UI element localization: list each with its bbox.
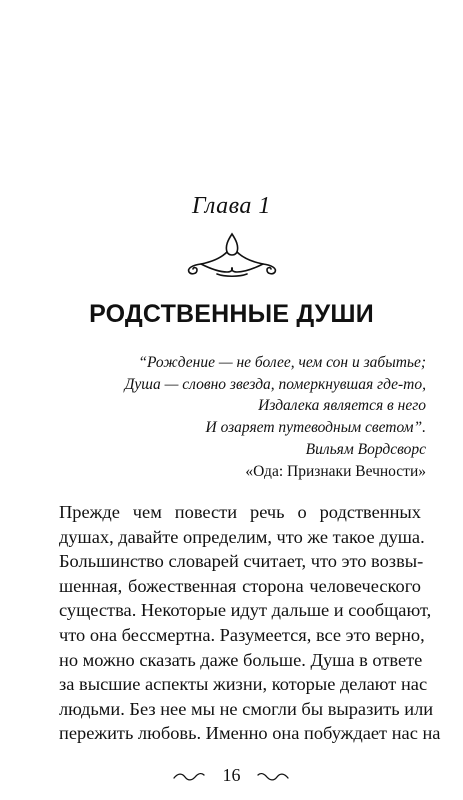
body-line: что она бессмертна. Разумеется, все это верно, xyxy=(59,624,425,645)
swash-right-icon xyxy=(256,769,290,783)
epigraph-line: И озаряет путеводным светом”. xyxy=(205,419,426,437)
body-line: людьми. Без нее мы не смогли бы выразить или xyxy=(59,698,434,719)
chapter-label: Глава 1 xyxy=(192,193,271,219)
epigraph-line: Душа — словно звезда, померкнувшая где-то, xyxy=(124,375,426,393)
page-footer xyxy=(0,765,463,785)
body-line: душах, давайте определим, что же такое душа. xyxy=(59,526,425,547)
body-line: Большинство словарей считает, что это возвы- xyxy=(59,551,424,572)
body-line: но можно сказать даже больше. Душа в ответе xyxy=(59,649,423,670)
body-text xyxy=(59,500,441,746)
body-line: шенная, божественная сторона человеческого xyxy=(59,575,421,596)
chapter-title: РОДСТВЕННЫЕ ДУШИ xyxy=(89,300,374,328)
ornament-icon xyxy=(181,232,283,278)
epigraph-source: «Ода: Признаки Вечности» xyxy=(245,462,426,480)
epigraph-line: “Рождение — не более, чем сон и забытье; xyxy=(138,354,426,371)
body-line: Прежде чем повести речь о родственных xyxy=(59,502,421,522)
body-line: пережить любовь. Именно она побуждает нас на xyxy=(59,723,441,744)
body-line: за высшие аспекты жизни, которые делают нас xyxy=(59,674,428,695)
epigraph-line: Издалека является в него xyxy=(258,397,426,415)
page-number: 16 xyxy=(222,765,241,785)
body-line: существа. Некоторые идут дальше и сообщают, xyxy=(59,600,432,621)
epigraph-author: Вильям Вордсворс xyxy=(305,440,426,458)
epigraph xyxy=(66,352,426,482)
